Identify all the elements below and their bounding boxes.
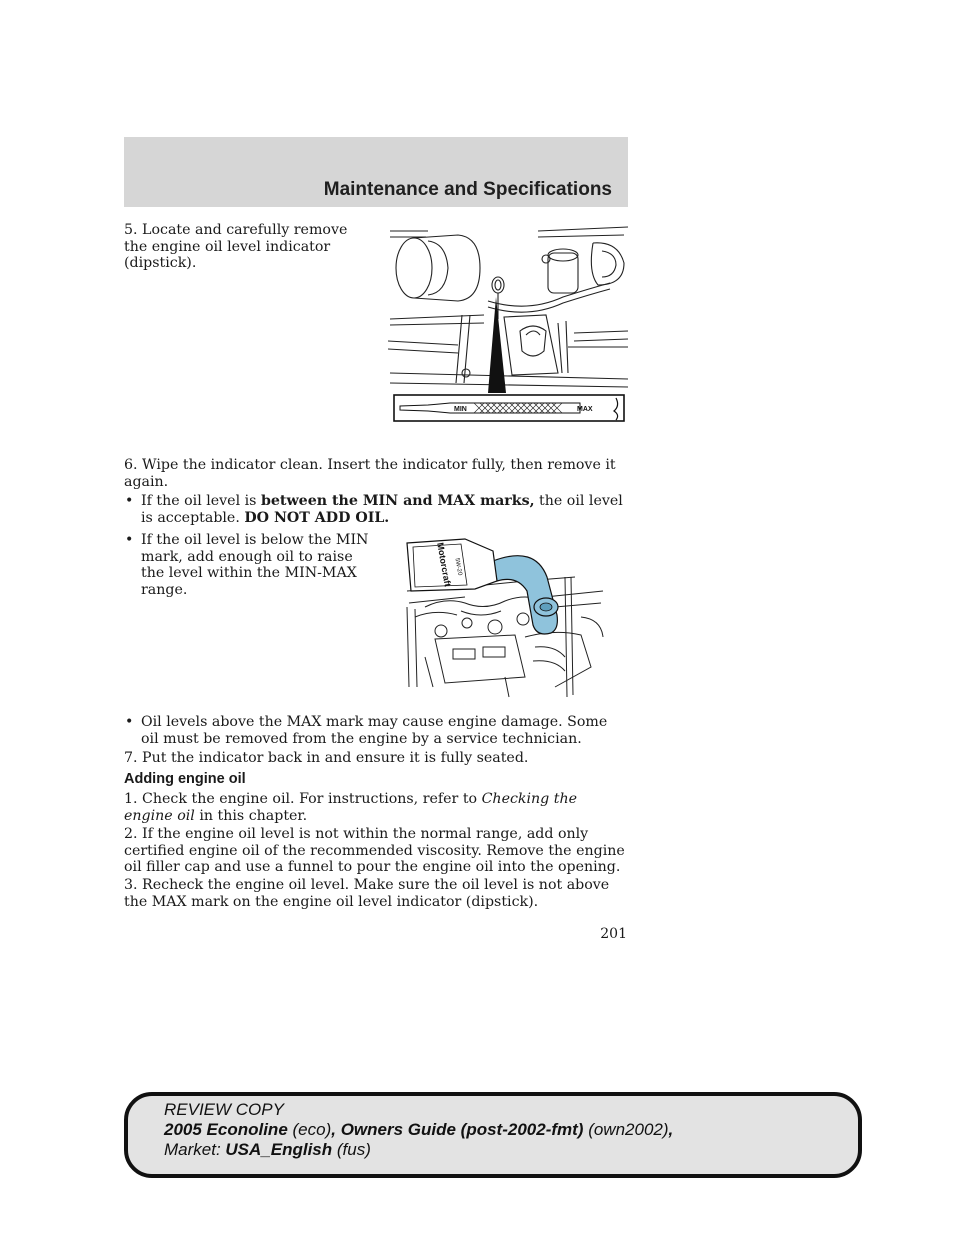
step-6-text: 6. Wipe the indicator clean. Insert the indicator fully, then remove it again. xyxy=(124,457,616,490)
step-7-text: 7. Put the indicator back in and ensure it is fully seated. xyxy=(124,750,529,766)
footer-text xyxy=(164,1100,673,1160)
max-label: MAX xyxy=(577,406,593,413)
step-5-text: 5. Locate and carefully remove the engine oil level indicator (dipstick). xyxy=(124,222,348,272)
footer-market-line: Market: USA_English (fus) xyxy=(164,1140,371,1159)
page-number: 201 xyxy=(600,926,627,942)
adding-step-3: 3. Recheck the engine oil level. Make sure the oil level is not above the MAX mark on the engine oil level indicator (dipstick). xyxy=(124,877,610,910)
header-band xyxy=(124,137,628,207)
footer-model-line: 2005 Econoline (eco), Owners Guide (post-2002-fmt) (own2002), xyxy=(164,1120,674,1139)
adding-step-2: 2. If the engine oil level is not within the normal range, add only certified engine oil of the recommended viscosity. Remove the engine oil filler cap and use a funnel to pour the engine oil into the opening. xyxy=(124,826,625,876)
bottle-grade: 5W-20 xyxy=(453,557,463,577)
page-title: Maintenance and Specifications xyxy=(323,179,612,200)
section-heading-adding-oil: Adding engine oil xyxy=(124,771,246,787)
adding-oil-illustration xyxy=(405,537,607,699)
min-label: MIN xyxy=(454,406,467,413)
review-copy-footer xyxy=(124,1092,862,1178)
dipstick-illustration xyxy=(388,223,630,425)
bullet-above-max: • Oil levels above the MAX mark may cause engine damage. Some oil must be removed from the engine by a service technician. xyxy=(124,714,628,747)
footer-review-line: REVIEW COPY xyxy=(164,1100,284,1119)
bullet-acceptable-level: • If the oil level is between the MIN and MAX marks, the oil level is acceptable. DO NOT ADD OIL. xyxy=(124,493,628,526)
bullet-below-min: • If the oil level is below the MIN mark, add enough oil to raise the level within the MIN-MAX range. xyxy=(124,532,379,598)
cross-reference-link: Checking the engine oil xyxy=(124,791,578,824)
adding-step-1: 1. Check the engine oil. For instructions, refer to Checking the engine oil in this chapter. xyxy=(124,791,578,824)
bottle-brand: Motorcraft xyxy=(435,541,453,588)
